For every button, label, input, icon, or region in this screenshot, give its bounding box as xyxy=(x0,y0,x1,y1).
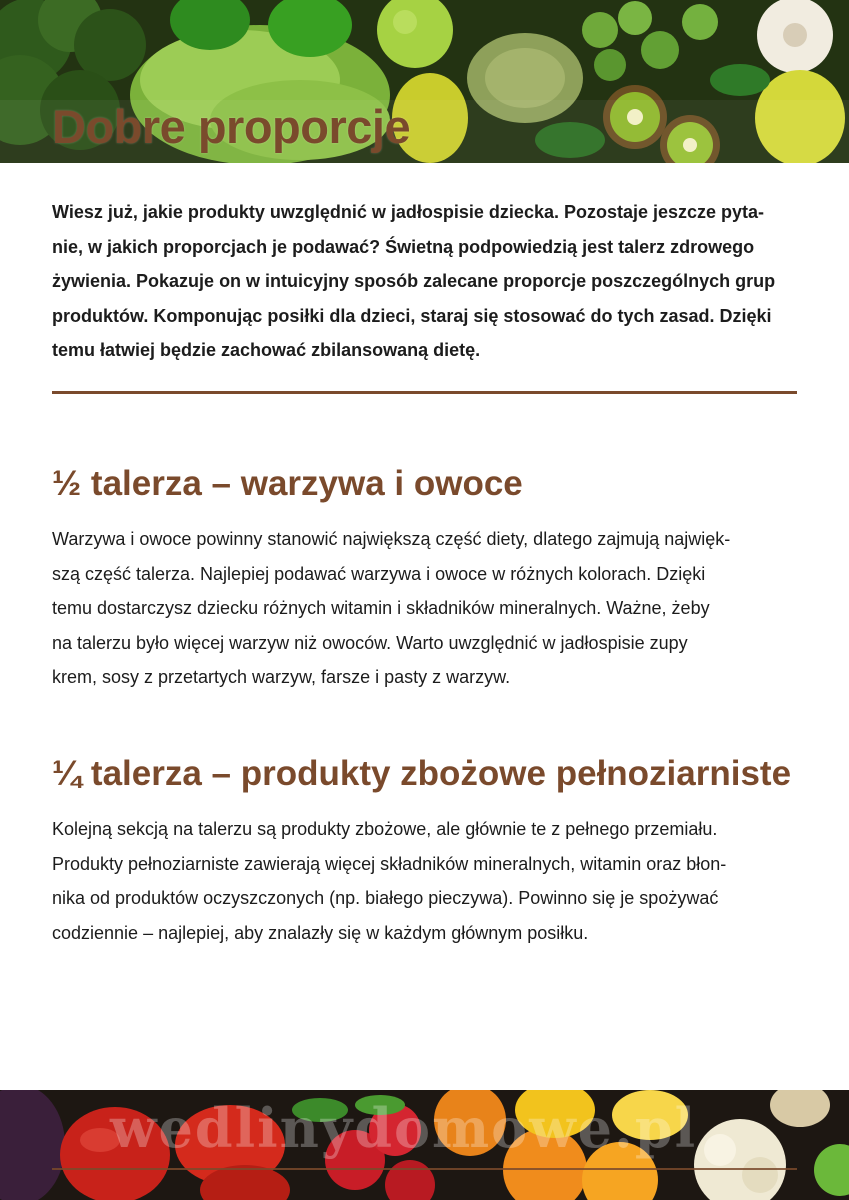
body-line: szą część talerza. Najlepiej podawać warzywa i owoce w różnych kolorach. Dzięki xyxy=(52,563,706,584)
body-line: codziennie – najlepiej, aby znalazły się w każdym głównym posiłku. xyxy=(52,922,589,943)
body-line: Warzywa i owoce powinny stanowić największą część diety, dlatego zajmują najwięk- xyxy=(52,529,731,549)
page-title: Dobre proporcje xyxy=(52,100,411,153)
intro-line: żywienia. Pokazuje on w intuicyjny sposób zalecane proporcje poszczególnych grup xyxy=(52,271,776,291)
section-body-whole-grains xyxy=(52,812,797,950)
intro-line: produktów. Komponując posiłki dla dzieci, staraj się stosować do tych zasad. Dzięki xyxy=(52,305,772,326)
body-line: Produkty pełnoziarniste zawierają więcej składników mineralnych, witamin oraz błon- xyxy=(52,853,727,874)
section-body-vegetables-fruits xyxy=(52,522,797,695)
body-line: nika od produktów oczyszczonych (np. białego pieczywa). Powinno się je spożywać xyxy=(52,888,719,908)
intro-line: temu łatwiej będzie zachować zbilansowaną dietę. xyxy=(52,340,481,360)
top-banner-vegetables-image xyxy=(0,0,849,163)
section-divider xyxy=(52,391,797,394)
intro-line: nie, w jakich proporcjach je podawać? Świetną podpowiedzią jest talerz zdrowego xyxy=(52,236,755,257)
body-line: Kolejną sekcją na talerzu są produkty zbożowe, ale głównie te z pełnego przemiału. xyxy=(52,819,718,839)
body-line: temu dostarczysz dziecku różnych witamin i składników mineralnych. Ważne, żeby xyxy=(52,598,710,618)
intro-block xyxy=(52,195,797,368)
intro-paragraph xyxy=(52,195,797,368)
intro-line: Wiesz już, jakie produkty uwzględnić w jadłospisie dziecka. Pozostaje jeszcze pyta- xyxy=(52,202,765,222)
footer-divider xyxy=(52,1168,797,1170)
watermark-text: wedlinydomowe.pl xyxy=(110,1096,698,1160)
section-heading-whole-grains: ¼ talerza – produkty zbożowe pełnoziarniste xyxy=(52,754,792,793)
body-line: krem, sosy z przetartych warzyw, farsze i pasty z warzyw. xyxy=(52,667,511,687)
body-line: na talerzu było więcej warzyw niż owoców. Warto uwzględnić w jadłospisie zupy xyxy=(52,632,688,653)
section-heading-vegetables-fruits: ½ talerza – warzywa i owoce xyxy=(52,464,523,503)
